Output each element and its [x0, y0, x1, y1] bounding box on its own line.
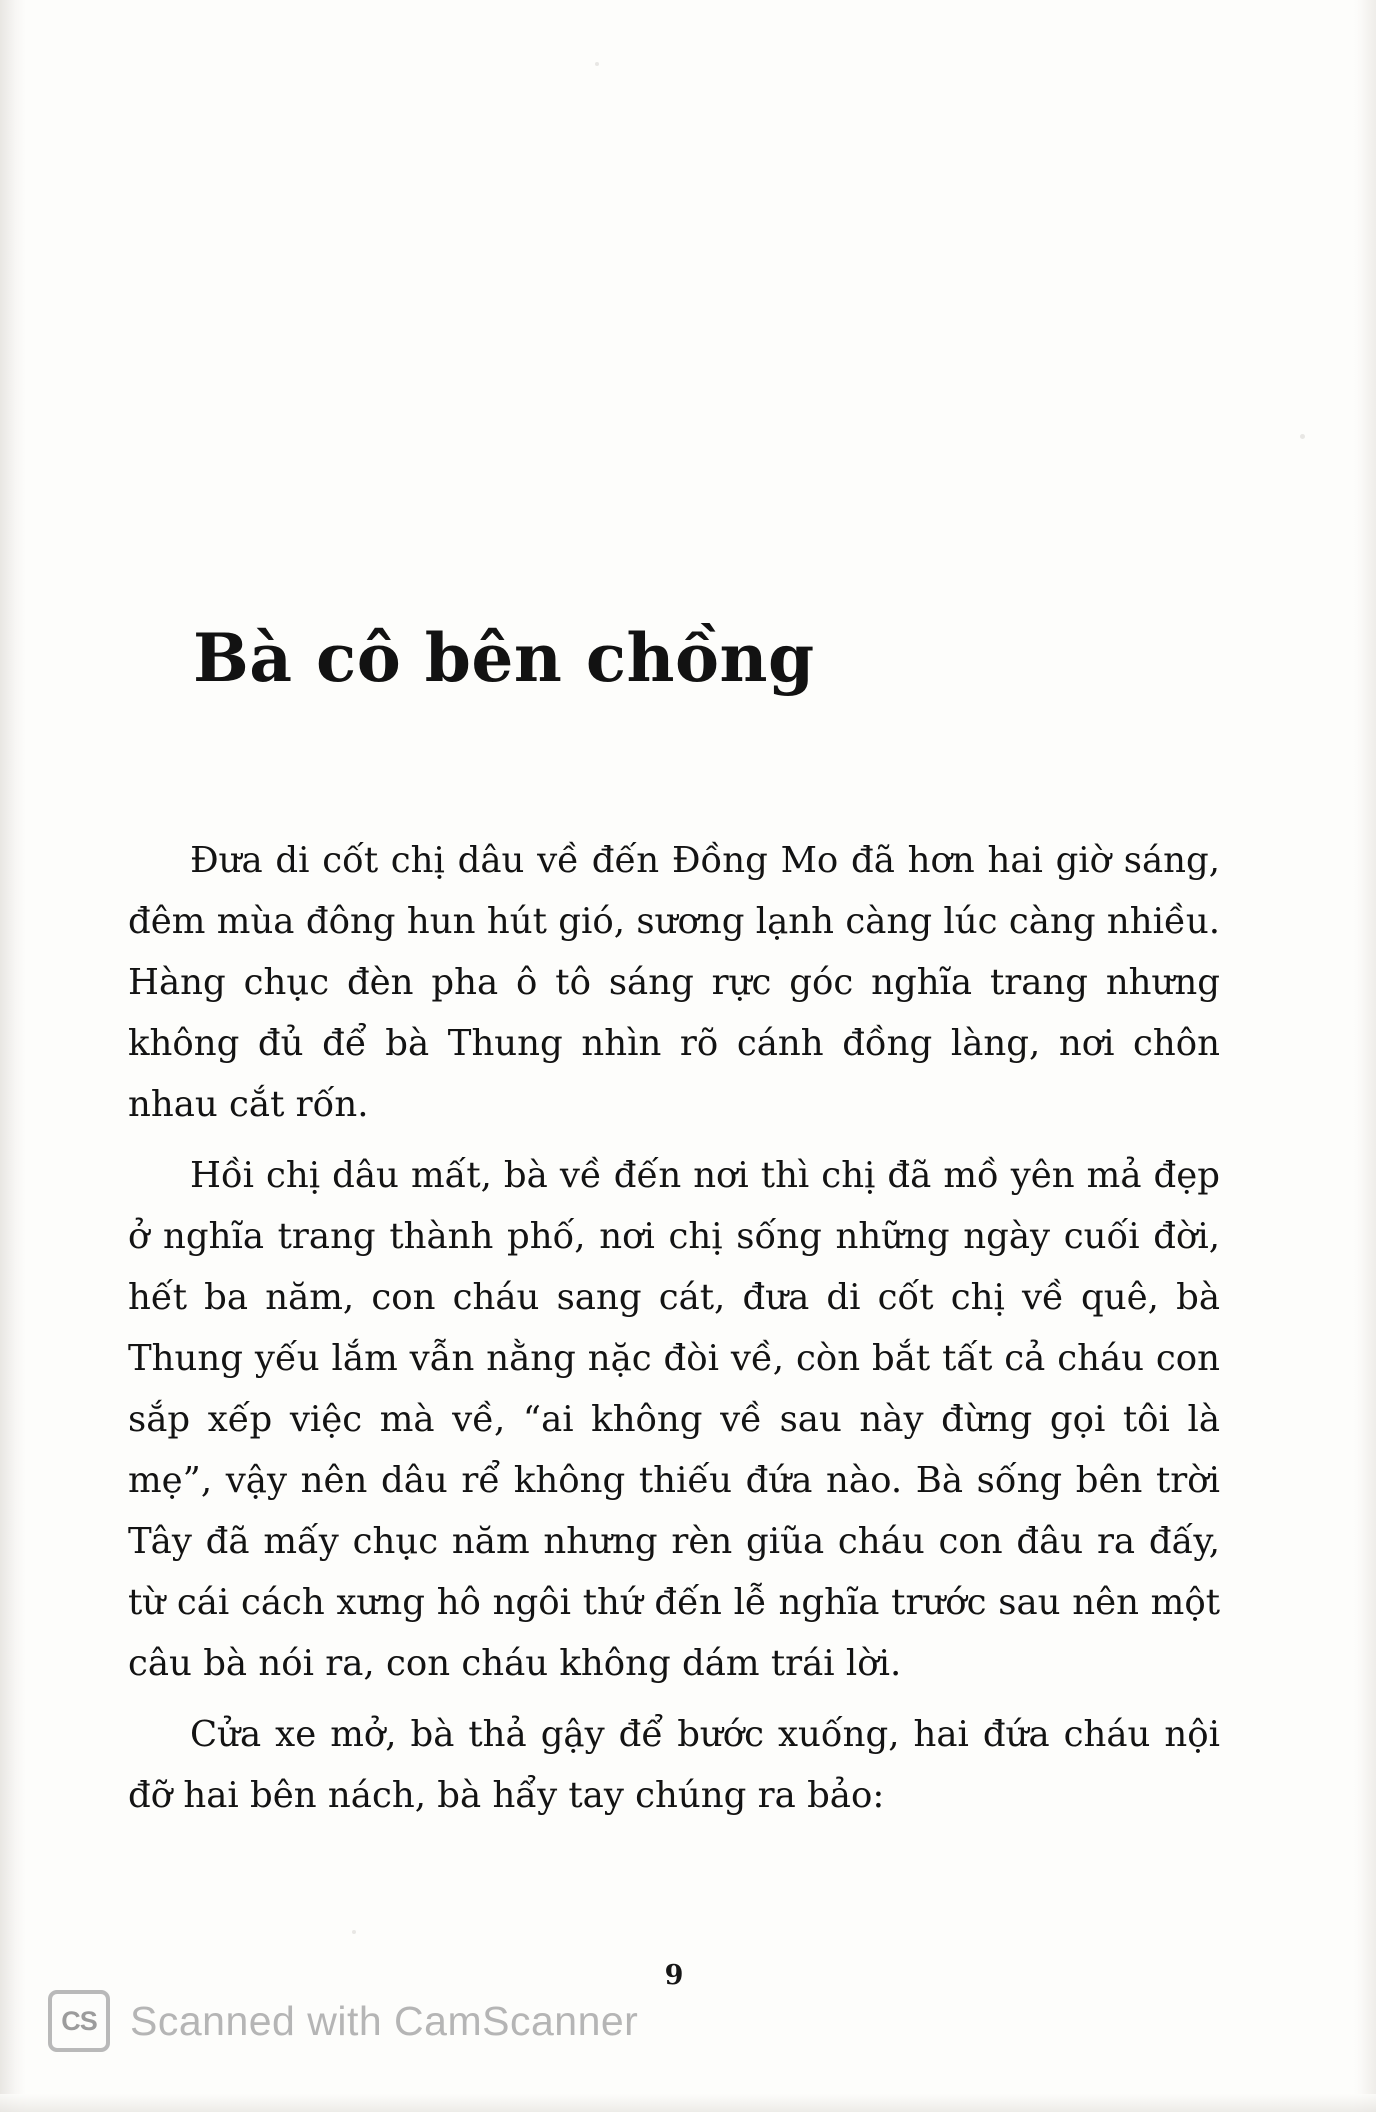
paragraph: Cửa xe mở, bà thả gậy để bước xuống, hai đứa cháu nội đỡ hai bên nách, bà hẩy tay chúng ra bảo: [128, 1714, 1220, 1816]
camscanner-watermark [48, 1990, 638, 2052]
scan-edge-left [0, 0, 26, 2112]
page-number: 9 [664, 1960, 684, 1991]
page-content [128, 0, 1248, 2112]
body-text [128, 830, 1220, 1826]
paragraph: Đưa di cốt chị dâu về đến Đồng Mo đã hơn hai giờ sáng, đêm mùa đông hun hút gió, sương lạnh càng lúc càng nhiều. Hàng chục đèn pha ô tô sáng rực góc nghĩa trang nhưng không đủ để bà Thung nhìn rõ cánh đồng làng, nơi chôn nhau cắt rốn. [128, 840, 1220, 1125]
page-title: Bà cô bên chồng [193, 619, 815, 698]
scan-speckle [1300, 434, 1305, 439]
watermark-label: Scanned with CamScanner [130, 1997, 639, 2044]
camscanner-logo-icon: CS [48, 1990, 110, 2052]
scan-edge-right [1354, 0, 1376, 2112]
paragraph: Hồi chị dâu mất, bà về đến nơi thì chị đã mồ yên mả đẹp ở nghĩa trang thành phố, nơi chị sống những ngày cuối đời, hết ba năm, con cháu sang cát, đưa di cốt chị về quê, bà Thung yếu lắm vẫn nằng nặc đòi về, còn bắt tất cả cháu con sắp xếp việc mà về, “ai không về sau này đừng gọi tôi là mẹ”, vậy nên dâu rể không thiếu đứa nào. Bà sống bên trời Tây đã mấy chục năm nhưng rèn giũa cháu con đâu ra đấy, từ cái cách xưng hô ngôi thứ đến lễ nghĩa trước sau nên một câu bà nói ra, con cháu không dám trái lời. [128, 1155, 1220, 1684]
